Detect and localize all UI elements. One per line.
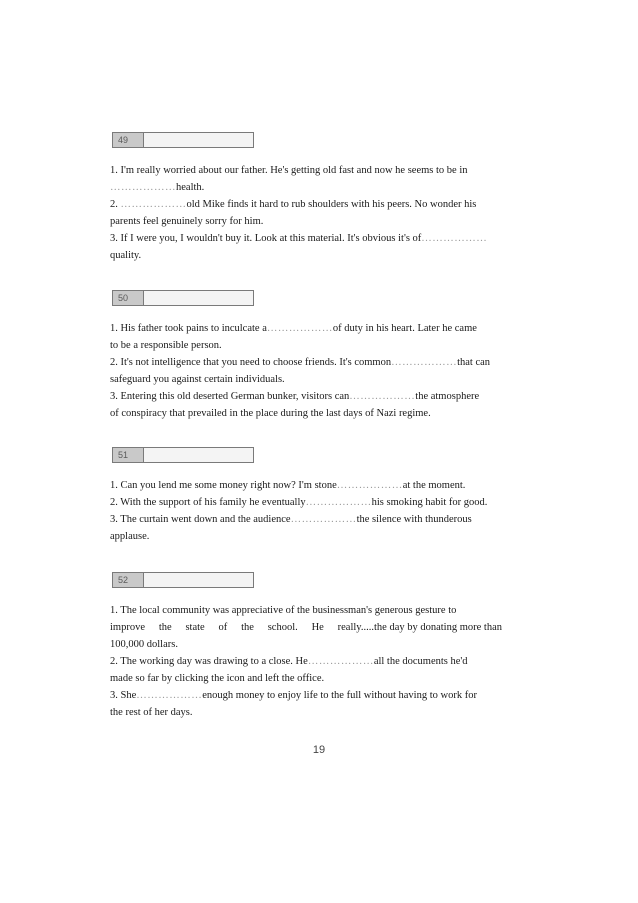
line-text: 2. With the support of his family he eventually — [110, 497, 306, 508]
exercise-number: 51 — [113, 448, 144, 462]
line-text: the silence with thunderous — [356, 514, 472, 525]
exercise-line — [110, 494, 502, 511]
exercise-line — [110, 528, 502, 545]
exercise-header — [112, 447, 254, 463]
answer-blank: ……………… — [136, 690, 203, 701]
line-text: applause. — [110, 531, 150, 542]
exercise-line — [110, 179, 502, 196]
line-text: of — [218, 622, 228, 633]
line-text: 3. The curtain went down and the audience — [110, 514, 291, 525]
exercise-line — [110, 619, 502, 636]
exercise-line — [110, 477, 502, 494]
line-text: of duty in his heart. Later he came — [332, 323, 477, 334]
exercise-line — [110, 653, 502, 670]
page-number: 19 — [312, 744, 326, 756]
answer-blank: ……………… — [421, 233, 488, 244]
exercise-52 — [110, 572, 502, 721]
line-text: 2. The working day was drawing to a close. He — [110, 656, 308, 667]
exercise-number: 52 — [113, 573, 144, 587]
line-text: 1. His father took pains to inculcate a — [110, 323, 267, 334]
line-text: He — [311, 622, 324, 633]
line-text: quality. — [110, 250, 142, 261]
line-text: at the moment. — [402, 480, 466, 491]
line-text: 1. I'm really worried about our father. He's getting old fast and now he seems to be in — [110, 165, 468, 176]
line-text: state — [185, 622, 205, 633]
line-text: parents feel genuinely sorry for him. — [110, 216, 264, 227]
line-text: the — [241, 622, 254, 633]
exercise-line — [110, 602, 502, 619]
line-text: the — [158, 622, 172, 633]
line-text: all the documents he'd — [373, 656, 468, 667]
exercise-line — [110, 247, 502, 264]
exercise-line — [110, 230, 502, 247]
exercise-49 — [110, 132, 502, 264]
line-text: old Mike finds it hard to rub shoulders with his peers. No wonder his — [186, 199, 477, 210]
exercise-lines — [110, 320, 502, 422]
answer-blank: ……………… — [391, 357, 458, 368]
exercise-header — [112, 572, 254, 588]
line-text: of conspiracy that prevailed in the place during the last days of Nazi regime. — [110, 408, 431, 419]
line-text: 3. She — [110, 690, 137, 701]
answer-blank: ……………… — [307, 656, 374, 667]
line-text: health. — [176, 182, 205, 193]
answer-blank: ……………… — [110, 182, 176, 193]
line-text: 100,000 dollars. — [110, 639, 178, 650]
exercise-line — [110, 636, 502, 653]
line-text: the atmosphere — [415, 391, 480, 402]
answer-blank: ……………… — [266, 323, 333, 334]
exercise-number: 49 — [113, 133, 144, 147]
exercise-lines — [110, 477, 502, 545]
line-text: 1. The local community was appreciative of the businessman's generous gesture to — [110, 605, 457, 616]
exercise-line — [110, 388, 502, 405]
line-text: 2. It's not intelligence that you need to choose friends. It's common — [110, 357, 392, 368]
exercise-50 — [110, 290, 502, 422]
answer-blank: ……………… — [349, 391, 416, 402]
exercise-line — [110, 213, 502, 230]
line-text: 3. Entering this old deserted German bunker, visitors can — [110, 391, 350, 402]
exercise-line — [110, 320, 502, 337]
exercise-51 — [110, 447, 502, 545]
line-text: that can — [457, 357, 491, 368]
answer-blank: ……………… — [290, 514, 357, 525]
line-text: 2. — [110, 199, 121, 210]
answer-blank: ……………… — [305, 497, 372, 508]
exercise-lines — [110, 602, 502, 721]
exercise-line — [110, 354, 502, 371]
exercise-line — [110, 405, 502, 422]
exercise-line — [110, 371, 502, 388]
exercise-header — [112, 290, 254, 306]
answer-blank: ……………… — [120, 199, 187, 210]
line-text: improve — [110, 622, 145, 633]
exercise-line — [110, 337, 502, 354]
line-text: his smoking habit for good. — [371, 497, 488, 508]
line-text: the rest of her days. — [110, 707, 193, 718]
line-text: to be a responsible person. — [110, 340, 222, 351]
line-text: 1. Can you lend me some money right now? I'm stone — [110, 480, 337, 491]
exercise-lines — [110, 162, 502, 264]
exercise-line — [110, 704, 502, 721]
exercise-line — [110, 670, 502, 687]
line-text: school. — [267, 622, 298, 633]
exercise-line — [110, 687, 502, 704]
exercise-header — [112, 132, 254, 148]
exercise-line — [110, 162, 502, 179]
exercise-line — [110, 196, 502, 213]
line-text: made so far by clicking the icon and left the office. — [110, 673, 325, 684]
answer-blank: ……………… — [336, 480, 403, 491]
line-text: 3. If I were you, I wouldn't buy it. Look at this material. It's obvious it's of — [110, 233, 422, 244]
line-text: really.....the day by donating more than — [337, 622, 502, 633]
line-text: enough money to enjoy life to the full without having to work for — [202, 690, 477, 701]
exercise-line — [110, 511, 502, 528]
exercise-number: 50 — [113, 291, 144, 305]
line-text: safeguard you against certain individuals. — [110, 374, 285, 385]
